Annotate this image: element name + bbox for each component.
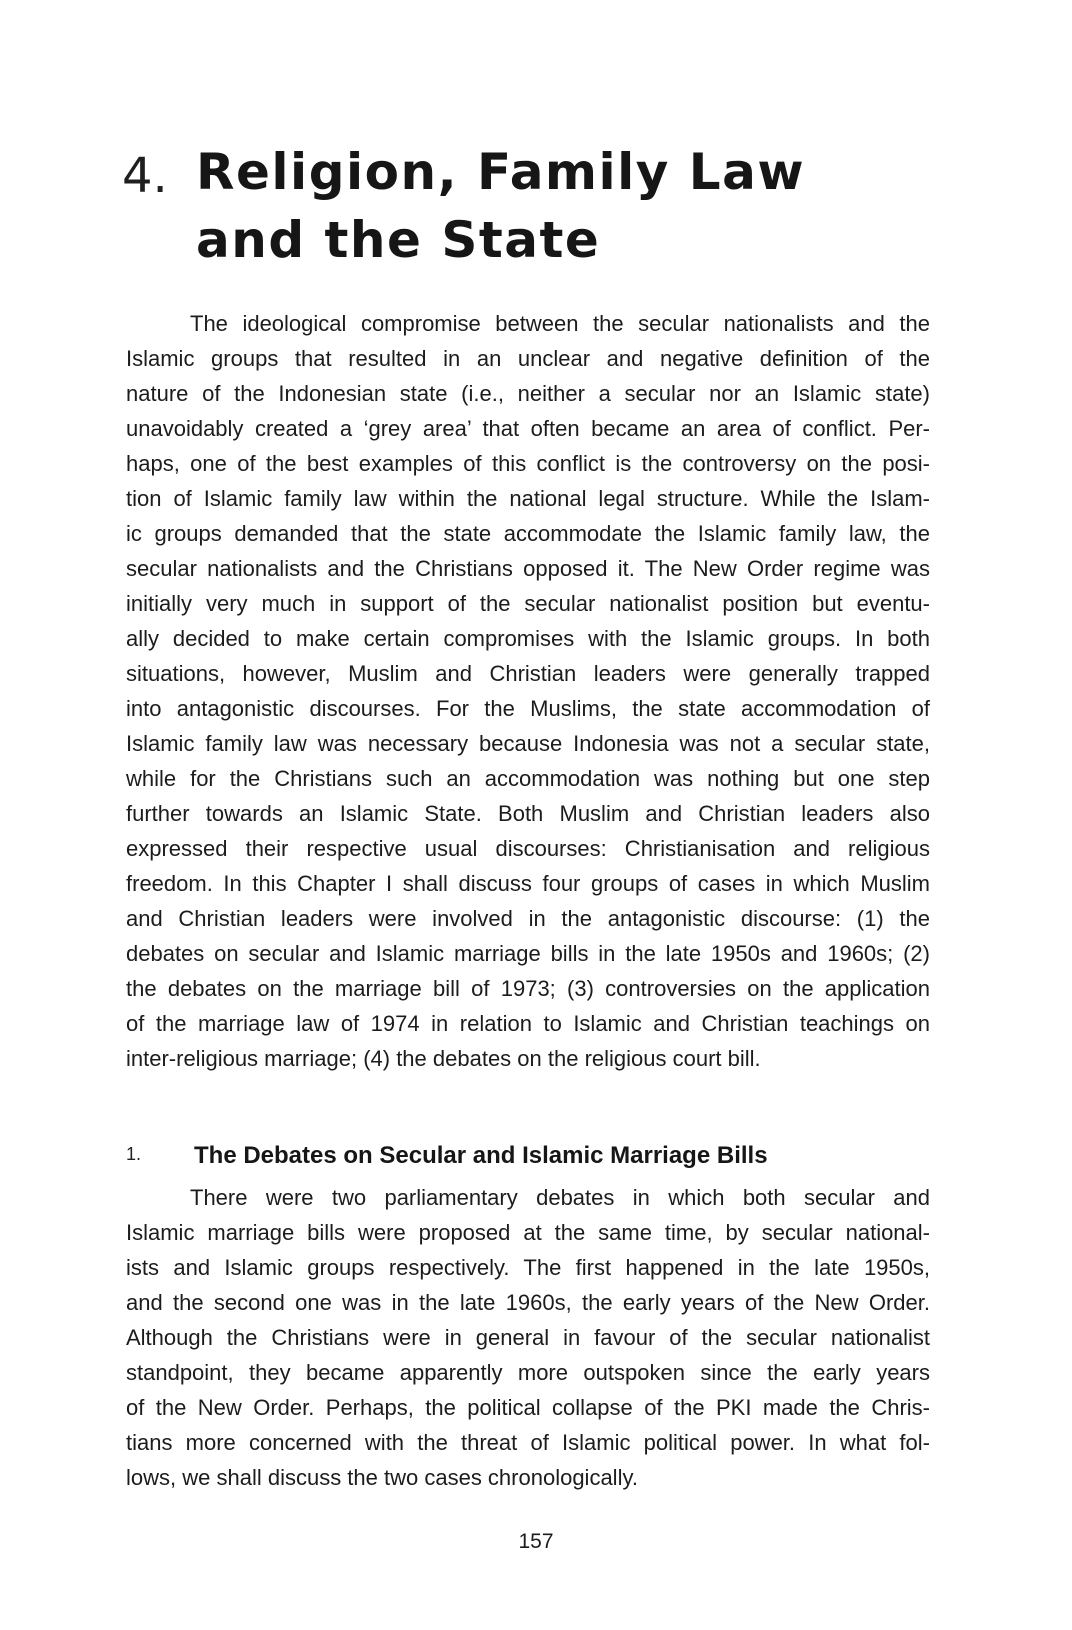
text-line: tion of Islamic family law within the national legal structure. While the Islam- (126, 486, 930, 511)
text-line: freedom. In this Chapter I shall discuss four groups of cases in which Muslim (126, 871, 930, 896)
text-line: secular nationalists and the Christians opposed it. The New Order regime was (126, 556, 930, 581)
section-number: 1. (126, 1144, 142, 1164)
text-line: and Christian leaders were involved in the antagonistic discourse: (1) the (126, 906, 930, 931)
text-line: inter-religious marriage; (4) the debates on the religious court bill. (126, 1046, 761, 1071)
section-paragraph (126, 1180, 930, 1495)
text-line: The ideological compromise between the secular nationalists and the (190, 311, 930, 336)
text-line: further towards an Islamic State. Both Muslim and Christian leaders also (126, 801, 930, 826)
chapter-title-line-1: Religion, Family Law (196, 143, 806, 201)
text-line: into antagonistic discourses. For the Muslims, the state accommodation of (126, 696, 930, 721)
text-line: Islamic groups that resulted in an unclear and negative definition of the (126, 346, 930, 371)
text-line: standpoint, they became apparently more outspoken since the early years (126, 1360, 930, 1385)
chapter-title-line-2: and the State (196, 211, 601, 269)
text-line: lows, we shall discuss the two cases chronologically. (126, 1465, 638, 1490)
text-line: tians more concerned with the threat of Islamic political power. In what fol- (126, 1430, 930, 1455)
text-line: of the marriage law of 1974 in relation to Islamic and Christian teachings on (126, 1011, 930, 1036)
text-line: ists and Islamic groups respectively. The first happened in the late 1950s, (126, 1255, 930, 1280)
text-line: nature of the Indonesian state (i.e., neither a secular nor an Islamic state) (126, 381, 930, 406)
page-number: 157 (518, 1530, 554, 1553)
text-line: haps, one of the best examples of this conflict is the controversy on the posi- (126, 451, 930, 476)
text-line: expressed their respective usual discourses: Christianisation and religious (126, 836, 930, 861)
text-line: debates on secular and Islamic marriage bills in the late 1950s and 1960s; (2) (126, 941, 930, 966)
chapter-number: 4. (122, 148, 168, 204)
text-line: Islamic family law was necessary because Indonesia was not a secular state, (126, 731, 930, 756)
text-line: ally decided to make certain compromises with the Islamic groups. In both (126, 626, 930, 651)
text-line: while for the Christians such an accommodation was nothing but one step (126, 766, 930, 791)
text-line: and the second one was in the late 1960s, the early years of the New Order. (126, 1290, 930, 1315)
text-line: Although the Christians were in general in favour of the secular nationalist (126, 1325, 930, 1350)
chapter-title (196, 138, 896, 274)
section-heading (126, 1140, 930, 1174)
text-line: There were two parliamentary debates in which both secular and (190, 1185, 930, 1210)
text-line: Islamic marriage bills were proposed at the same time, by secular national- (126, 1220, 930, 1245)
text-line: the debates on the marriage bill of 1973; (3) controversies on the application (126, 976, 930, 1001)
text-line: of the New Order. Perhaps, the political collapse of the PKI made the Chris- (126, 1395, 930, 1420)
intro-paragraph (126, 306, 930, 1076)
text-line: situations, however, Muslim and Christian leaders were generally trapped (126, 661, 930, 686)
text-line: ic groups demanded that the state accommodate the Islamic family law, the (126, 521, 930, 546)
text-line: initially very much in support of the secular nationalist position but eventu- (126, 591, 930, 616)
section-title: The Debates on Secular and Islamic Marriage Bills (194, 1142, 768, 1169)
text-line: unavoidably created a ‘grey area’ that often became an area of conflict. Per- (126, 416, 930, 441)
